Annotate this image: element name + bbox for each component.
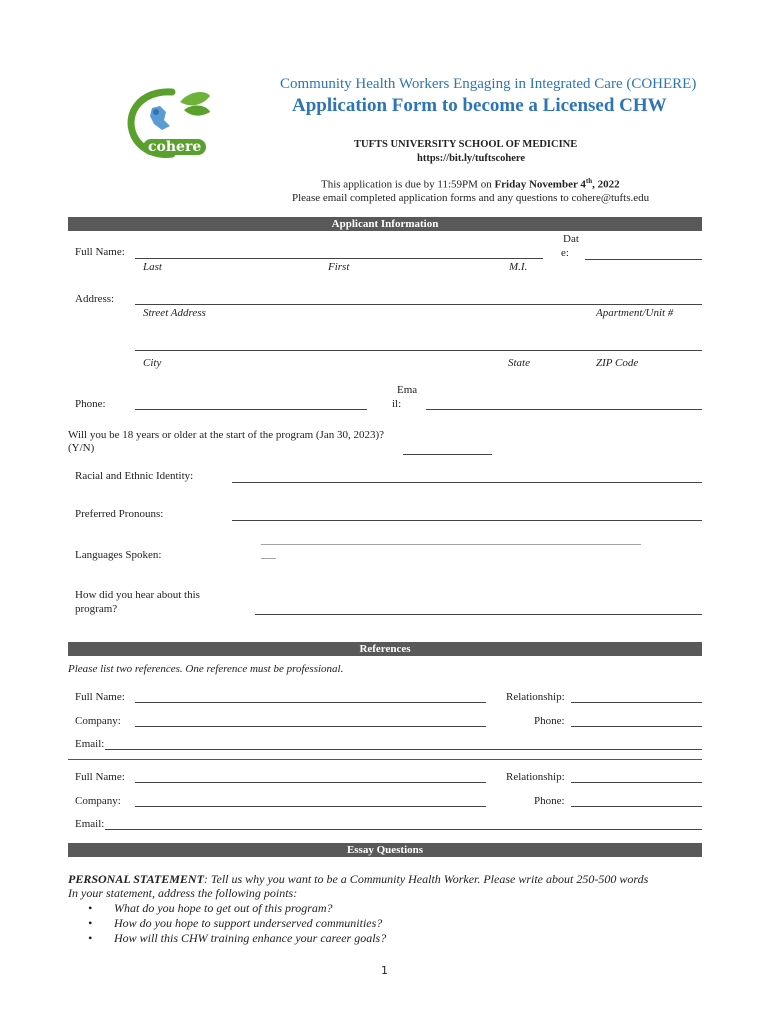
ref2-email-label: Email: bbox=[75, 818, 105, 830]
phone-field[interactable] bbox=[135, 409, 367, 410]
racial-identity-field[interactable] bbox=[232, 482, 702, 483]
state-caption: State bbox=[508, 357, 530, 369]
references-instructions: Please list two references. One reference must be professional. bbox=[68, 663, 344, 675]
essay-bullet-list bbox=[88, 901, 386, 946]
list-item bbox=[88, 931, 386, 946]
essay-section-header: Essay Questions bbox=[68, 843, 702, 857]
logo-text bbox=[143, 139, 206, 155]
email-note: Please email completed application forms and any questions to cohere@tufts.edu bbox=[292, 192, 650, 204]
pronouns-label: Preferred Pronouns: bbox=[75, 508, 164, 520]
logo-word: ohere bbox=[156, 139, 202, 155]
ref1-company-field[interactable] bbox=[135, 726, 486, 727]
page-number: 1 bbox=[381, 964, 388, 977]
essay-lead-rest: : Tell us why you want to be a Community Health Worker. Please write about 250-500 words bbox=[203, 872, 649, 886]
city-caption: City bbox=[143, 357, 162, 369]
ref2-name-field[interactable] bbox=[135, 782, 486, 783]
header-subtitle: Community Health Workers Engaging in Integrated Care (COHERE) bbox=[280, 76, 697, 92]
ref1-email-field[interactable] bbox=[105, 749, 702, 750]
ref1-phone-field[interactable] bbox=[571, 726, 702, 727]
last-name-caption: Last bbox=[143, 261, 162, 273]
mi-caption: M.I. bbox=[509, 261, 528, 273]
due-date-line bbox=[321, 177, 620, 191]
bullet-icon: • bbox=[88, 916, 93, 930]
bullet-text: How do you hope to support underserved communities? bbox=[114, 916, 383, 930]
full-name-field[interactable] bbox=[135, 258, 543, 259]
bullet-icon: • bbox=[88, 931, 93, 945]
reference-divider bbox=[68, 759, 702, 760]
email-label-1: Ema bbox=[397, 384, 418, 396]
age-question-yn: (Y/N) bbox=[68, 442, 95, 454]
address-label: Address: bbox=[75, 293, 115, 305]
due-date: Friday November 4 bbox=[494, 178, 586, 191]
racial-identity-label: Racial and Ethnic Identity: bbox=[75, 470, 194, 482]
due-sup: th bbox=[585, 177, 593, 185]
age-question: Will you be 18 years or older at the start of the program (Jan 30, 2023)? bbox=[68, 429, 385, 441]
phone-label: Phone: bbox=[75, 398, 106, 410]
ref1-email-label: Email: bbox=[75, 738, 105, 750]
ref2-company-label: Company: bbox=[75, 795, 121, 807]
city-state-zip-field[interactable] bbox=[135, 350, 702, 351]
date-label-1: Dat bbox=[563, 233, 579, 245]
hear-question-2: program? bbox=[75, 603, 118, 615]
ref1-name-field[interactable] bbox=[135, 702, 486, 703]
date-label-2: e: bbox=[561, 247, 569, 259]
full-name-label: Full Name: bbox=[75, 246, 125, 258]
ref2-relationship-field[interactable] bbox=[571, 782, 702, 783]
essay-prompt bbox=[68, 872, 708, 887]
ref1-relationship-label: Relationship: bbox=[506, 691, 565, 703]
ref2-company-field[interactable] bbox=[135, 806, 486, 807]
age-answer-field[interactable] bbox=[403, 454, 492, 455]
ref2-relationship-label: Relationship: bbox=[506, 771, 565, 783]
bullet-text: What do you hope to get out of this program? bbox=[114, 901, 333, 915]
zip-caption: ZIP Code bbox=[596, 357, 639, 369]
ref2-phone-field[interactable] bbox=[571, 806, 702, 807]
due-prefix: This application is due by 11:59PM on bbox=[321, 178, 495, 191]
street-address-field[interactable] bbox=[135, 304, 702, 305]
hear-answer-field[interactable] bbox=[255, 614, 702, 615]
ref1-company-label: Company: bbox=[75, 715, 121, 727]
ref1-phone-label: Phone: bbox=[534, 715, 565, 727]
street-caption: Street Address bbox=[143, 307, 206, 319]
bullet-text: How will this CHW training enhance your career goals? bbox=[114, 931, 387, 945]
email-field[interactable] bbox=[426, 409, 702, 410]
ref1-name-label: Full Name: bbox=[75, 691, 125, 703]
list-item bbox=[88, 901, 386, 916]
school-name: TUFTS UNIVERSITY SCHOOL OF MEDICINE bbox=[354, 139, 578, 150]
bullet-icon: • bbox=[88, 901, 93, 915]
references-section-header: References bbox=[68, 642, 702, 656]
languages-line-2: ___ bbox=[261, 549, 276, 560]
hear-question-1: How did you hear about this bbox=[75, 589, 200, 601]
page-title: Application Form to become a Licensed CHW bbox=[292, 95, 667, 116]
languages-line[interactable]: ____________________________________________________________________________ bbox=[261, 535, 641, 546]
first-name-caption: First bbox=[328, 261, 350, 273]
ref2-phone-label: Phone: bbox=[534, 795, 565, 807]
essay-points-intro: In your statement, address the following points: bbox=[68, 886, 298, 900]
program-url: https://bit.ly/tuftscohere bbox=[417, 153, 526, 164]
pronouns-field[interactable] bbox=[232, 520, 702, 521]
ref2-email-field[interactable] bbox=[105, 829, 702, 830]
languages-label: Languages Spoken: bbox=[75, 549, 162, 561]
due-year: , 2022 bbox=[592, 178, 620, 191]
ref2-name-label: Full Name: bbox=[75, 771, 125, 783]
logo-initial: c bbox=[148, 139, 157, 155]
ref1-relationship-field[interactable] bbox=[571, 702, 702, 703]
list-item bbox=[88, 916, 386, 931]
essay-lead: PERSONAL STATEMENT bbox=[68, 872, 204, 886]
applicant-section-header: Applicant Information bbox=[68, 217, 702, 231]
apt-caption: Apartment/Unit # bbox=[596, 307, 674, 319]
email-label-2: il: bbox=[392, 398, 402, 410]
date-field[interactable] bbox=[585, 259, 702, 260]
